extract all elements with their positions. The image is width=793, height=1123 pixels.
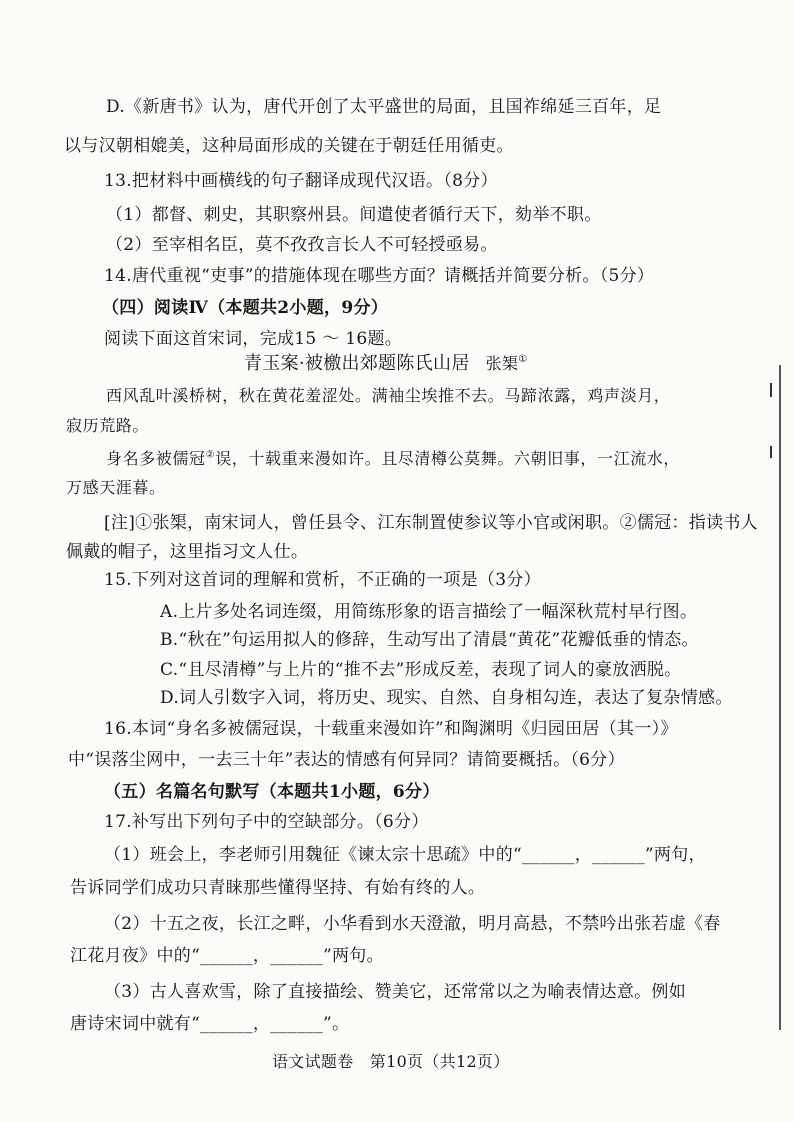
poem-line-1: 西风乱叶溪桥树，秋在黄花羞涩处。满袖尘埃推不去。马蹄浓露，鸡声淡月， (106, 386, 671, 405)
page-edge-line (779, 365, 781, 1030)
option-d-line2: 以与汉朝相媲美，这种局面形成的关键在于朝廷任用循吏。 (64, 136, 514, 156)
reading-instruction: 阅读下面这首宋词，完成15 ～ 16题。 (104, 329, 403, 349)
note-mark-2: ② (205, 449, 216, 461)
edge-mark-1 (770, 383, 772, 397)
poem-line-2: 寂历荒路。 (66, 416, 150, 435)
question-15-option-a: A.上片多处名词连缀，用简练形象的语言描绘了一幅深秋荒村早行图。 (160, 602, 698, 622)
note-mark-1: ① (518, 354, 528, 365)
poem-line-3 (106, 447, 680, 471)
question-16-line1: 16.本词“身名多被儒冠误，十载重来漫如许”和陶渊明《归园田居（其一）》 (104, 719, 678, 739)
edge-mark-2 (770, 446, 772, 458)
note-line-2: 佩戴的帽子，这里指习文人仕。 (66, 542, 309, 562)
poem-author: 张榘 (485, 354, 519, 373)
question-17-item-3-line2: 唐诗宋词中就有“______，______”。 (70, 1014, 350, 1034)
option-d-line1: D.《新唐书》认为，唐代开创了太平盛世的局面，且国祚绵延三百年，足 (106, 97, 662, 117)
question-16-line2: 中“误落尘网中，一去三十年”表达的情感有何异同？请简要概括。（6分） (68, 750, 625, 770)
question-17: 17.补写出下列句子中的空缺部分。（6分） (104, 812, 429, 832)
note-line-1: [注]①张榘，南宋词人，曾任县令、江东制置使参议等小官或闲职。②儒冠：指读书人 (104, 513, 758, 533)
question-17-item-2-line1: （2）十五之夜，长江之畔，小华看到水天澄澈，明月高悬，不禁吟出张若虚《春 (104, 914, 721, 934)
question-17-item-2-line2: 江花月夜》中的“______，______”两句。 (70, 946, 384, 966)
question-13: 13.把材料中画横线的句子翻译成现代汉语。（8分） (104, 171, 498, 191)
page-footer: 语文试题卷 第10页（共12页） (272, 1052, 510, 1071)
question-15-option-d: D.词人引数字入词，将历史、现实、自然、自身相勾连，表达了复杂情感。 (160, 688, 733, 708)
question-15: 15.下列对这首词的理解和赏析，不正确的一项是（3分） (104, 570, 541, 590)
question-13-item-1: （1）都督、刺史，其职察州县。间遣使者循行天下，劾举不职。 (106, 205, 602, 225)
poem-line-4: 万感天涯暮。 (66, 478, 166, 497)
section-5-heading: （五）名篇名句默写（本题共1小题，6分） (104, 782, 440, 802)
question-17-item-3-line1: （3）古人喜欢雪，除了直接描绘、赞美它，还常常以之为喻表情达意。例如 (104, 982, 687, 1002)
question-15-option-b: B.“秋在”句运用拟人的修辞，生动写出了清晨“黄花”花瓣低垂的情态。 (160, 630, 699, 650)
question-17-item-1-line1: （1）班会上，李老师引用魏征《谏太宗十思疏》中的“______，______”两句， (104, 845, 706, 865)
question-15-option-c: C.“且尽清樽”与上片的“推不去”形成反差，表现了词人的豪放洒脱。 (160, 660, 682, 680)
poem-line-3b: 误，十载重来漫如许。且尽清樽公莫舞。六朝旧事，一江流水， (215, 449, 680, 468)
poem-line-3a: 身名多被儒冠 (106, 449, 206, 468)
question-14: 14.唐代重视“吏事”的措施体现在哪些方面？请概括并简要分析。（5分） (104, 266, 655, 286)
section-4-heading: （四）阅读Ⅳ（本题共2小题，9分） (102, 298, 389, 318)
poem-title-text: 青玉案·被檄出郊题陈氏山居 (244, 353, 470, 374)
question-13-item-2: （2）至宰相名臣，莫不孜孜言长人不可轻授亟易。 (106, 235, 498, 255)
question-17-item-1-line2: 告诉同学们成功只青睐那些懂得坚持、有始有终的人。 (70, 878, 486, 898)
poem-title (244, 352, 528, 376)
